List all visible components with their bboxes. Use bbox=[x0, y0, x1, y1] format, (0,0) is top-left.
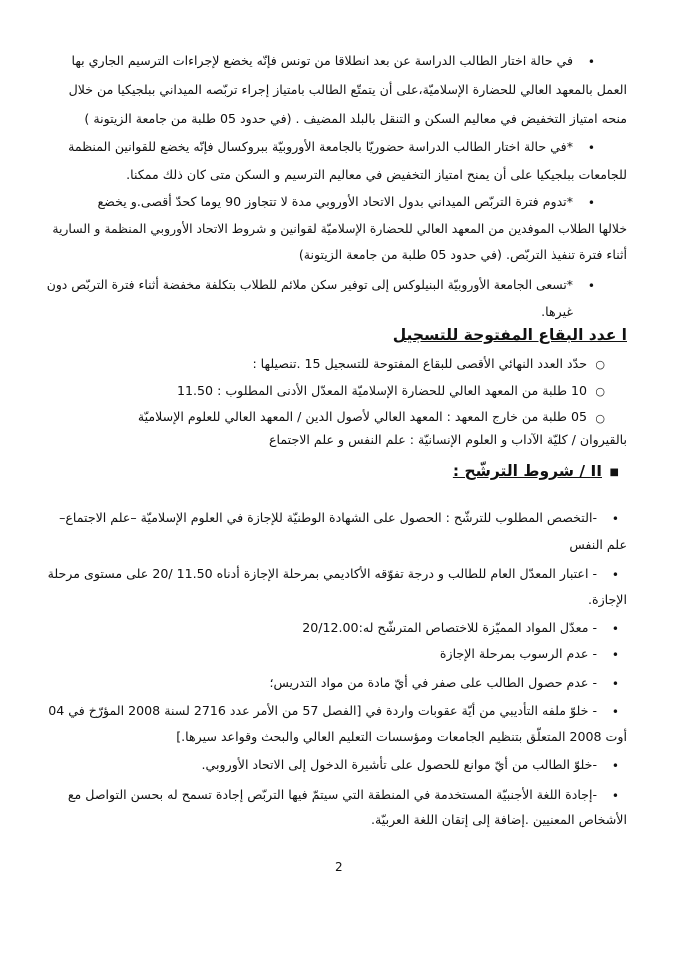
section-heading: II / شروط الترشّح : bbox=[452, 462, 602, 480]
list-item bbox=[48, 647, 597, 661]
bullet-marker: • bbox=[587, 141, 595, 155]
para-b2-l2: للجامعات ببلجيكيا على أن يمنح امتياز التخفيض في معاليم الترسيم و السكن متى كان ذلك ممكنا. bbox=[126, 167, 627, 182]
paragraph-line bbox=[48, 195, 573, 209]
bullet-marker: • bbox=[611, 759, 619, 773]
s2-item-1b: علم النفس bbox=[569, 537, 627, 552]
bullet-marker: • bbox=[611, 677, 619, 691]
para-b3-l1: *تدوم فترة التربّص الميداني بدول الاتحاد الأوروبي مدة لا تتجاوز 90 يوما كحدّ أقصى.و يخضع bbox=[97, 194, 573, 209]
s2-item-8a: -إجادة اللغة الأجنبيّة المستخدمة في المنطقة التي سيتمّ فيها التربّص إجادة تسمح له بحسن التواصل مع bbox=[67, 787, 597, 802]
list-item bbox=[48, 758, 597, 772]
para-b1-l1: في حالة اختار الطالب الدراسة عن بعد انطلاقا من تونس فإنّه يخضع لإجراءات الترسيم الجاري بها bbox=[71, 53, 573, 68]
para-b4-l2: غيرها. bbox=[541, 304, 573, 319]
paragraph-line bbox=[48, 278, 573, 292]
paragraph-line bbox=[48, 248, 627, 262]
para-b4-l1: *تسعى الجامعة الأوروبيّة البنيلوكس إلى توفير سكن ملائم للطلاب بتكلفة مخفضة أثناء فترة التربّص دون bbox=[46, 277, 573, 292]
para-b1-l3: منحه امتياز التخفيض في معاليم السكن و التنقل بالبلد المضيف . (في حدود 05 طلبة من جامعة الزيتونة ) bbox=[84, 111, 627, 126]
s2-item-3: - معدّل المواد المميّزة للاختصاص المترشّح له:20/12.00 bbox=[302, 620, 597, 635]
para-b3-l3: أثناء فترة تنفيذ التربّص. (في حدود 05 طلبة من جامعة الزيتونة) bbox=[298, 247, 627, 262]
section-heading: ا عدد البقاع المفتوحة للتسجيل bbox=[392, 326, 627, 344]
bullet-marker: • bbox=[587, 279, 595, 293]
s2-item-2a: - اعتبار المعدّل العام للطالب و درجة تفوّقه الأكاديمي بمرحلة الإجازة أدناه 11.50 /20 على مستوى مرحلة bbox=[47, 566, 597, 581]
s1-item-3: 05 طلبة من خارج المعهد : المعهد العالي لأصول الدين / المعهد العالي للعلوم الإسلاميّة bbox=[137, 409, 587, 424]
list-item bbox=[48, 676, 597, 690]
list-item bbox=[48, 384, 587, 398]
list-item bbox=[48, 567, 597, 581]
list-item-continuation bbox=[48, 433, 627, 447]
circle-marker: ○ bbox=[595, 385, 605, 398]
s2-item-8b: الأشخاص المعنيين .إضافة إلى إتقان اللغة العربيّة. bbox=[371, 812, 627, 827]
s2-item-5: - عدم حصول الطالب على صفر في أيّ مادة من مواد التدريس؛ bbox=[269, 675, 597, 690]
list-item bbox=[48, 704, 597, 718]
paragraph-line bbox=[48, 222, 627, 236]
list-item bbox=[48, 410, 587, 424]
paragraph-line bbox=[48, 54, 573, 68]
list-item-continuation bbox=[48, 593, 627, 607]
s2-item-7: -خلوّ الطالب من أيّ موانع للحصول على تأشيرة الدخول إلى الاتحاد الأوروبي. bbox=[201, 757, 597, 772]
bullet-marker: • bbox=[611, 622, 619, 636]
list-item bbox=[48, 511, 597, 525]
paragraph-line bbox=[48, 112, 627, 126]
paragraph-line bbox=[48, 305, 573, 319]
list-item-continuation bbox=[48, 730, 627, 744]
bullet-marker: • bbox=[611, 705, 619, 719]
s1-item-2: 10 طلبة من المعهد العالي للحضارة الإسلاميّة المعدّل الأدنى المطلوب : 11.50 bbox=[177, 383, 587, 398]
s2-item-6b: أوت 2008 المتعلّق بتنظيم الجامعات ومؤسسات التعليم العالي والبحث وقواعد سيرها.] bbox=[176, 729, 627, 744]
paragraph-line bbox=[48, 140, 573, 154]
bullet-marker: • bbox=[587, 196, 595, 210]
circle-marker: ○ bbox=[595, 358, 605, 371]
bullet-marker: • bbox=[611, 512, 619, 526]
bullet-marker: • bbox=[611, 568, 619, 582]
para-b2-l1: *في حالة اختار الطالب الدراسة حضوريّا بالجامعة الأوروبيّة ببروكسال فإنّه يخضع للقوانين المنظمة bbox=[68, 139, 573, 154]
paragraph-line bbox=[48, 168, 627, 182]
bullet-marker: • bbox=[611, 648, 619, 662]
s1-item-3b: بالقيروان / كليّة الآداب و العلوم الإنسانيّة : علم النفس و علم الاجتماع bbox=[269, 432, 627, 447]
s2-item-4: - عدم الرسوب بمرحلة الإجازة bbox=[439, 646, 597, 661]
s1-item-1: حدّد العدد النهائي الأقصى للبقاع المفتوحة للتسجيل 15 .تنصيلها : bbox=[252, 356, 587, 371]
bullet-marker: • bbox=[611, 789, 619, 803]
list-item bbox=[48, 621, 597, 635]
page-number: 2 bbox=[335, 860, 343, 874]
list-item-continuation bbox=[48, 538, 627, 552]
paragraph-line bbox=[48, 83, 627, 97]
s2-item-6a: - خلوّ ملفه التأديبي من أيّة عقوبات واردة في [الفصل 57 من الأمر عدد 2716 لسنة 2008 المؤرّخ في 04 bbox=[48, 703, 597, 718]
list-item bbox=[48, 788, 597, 802]
para-b3-l2: خلالها الطلاب الموفدين من المعهد العالي للحضارة الإسلاميّة لقوانين و شروط الاتحاد الأوروبي المنظمة و السارية bbox=[52, 221, 627, 236]
list-item bbox=[48, 357, 587, 371]
s2-item-1a: -التخصص المطلوب للترشّح : الحصول على الشهادة الوطنيّة للإجازة في العلوم الإسلاميّة –علم الاجتماع– bbox=[59, 510, 597, 525]
s2-item-2b: الإجازة. bbox=[588, 592, 627, 607]
bullet-marker: • bbox=[587, 55, 595, 69]
list-item-continuation bbox=[48, 813, 627, 827]
square-marker: ■ bbox=[609, 467, 619, 478]
para-b1-l2: العمل بالمعهد العالي للحضارة الإسلاميّة،على أن يتمتّع الطالب بامتياز إجراء تربّصه الميداني ببلجيكيا من خلال bbox=[68, 82, 627, 97]
circle-marker: ○ bbox=[595, 412, 605, 425]
